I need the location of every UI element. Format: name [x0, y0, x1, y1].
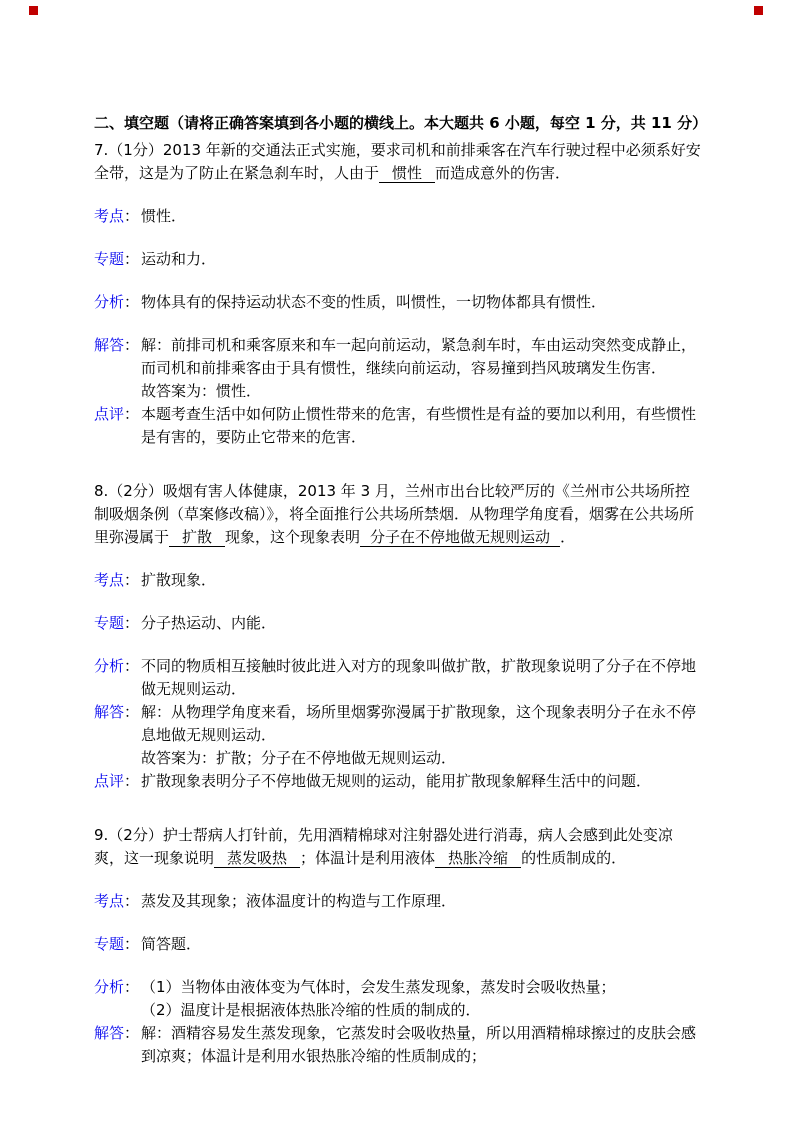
- section-heading: 二、填空题（请将正确答案填到各小题的横线上。本大题共 6 小题，每空 1 分，共 11 分）: [94, 114, 708, 132]
- label-colon: ：: [124, 1024, 140, 1042]
- block-label: 考点: [94, 571, 125, 589]
- block-line: 故答案为：扩散；分子在不停地做无规则运动．: [141, 749, 457, 767]
- block-line: 解：从物理学角度来看，场所里烟雾弥漫属于扩散现象，这个现象表明分子在永不停息地做无规则运动．: [141, 703, 697, 744]
- question-9-part: 的性质制成的．: [521, 849, 627, 867]
- label-colon: ：: [124, 978, 140, 996]
- block-label: 分析: [94, 978, 125, 996]
- blank-answer: 惯性: [379, 164, 435, 183]
- block-label: 考点: [94, 207, 125, 225]
- blank-answer: 蒸发吸热: [214, 849, 300, 868]
- exam-point-row: [94, 205, 702, 228]
- page-corner-marker-right: [754, 6, 763, 15]
- answer-row: [94, 1022, 702, 1068]
- block-label: 专题: [94, 935, 125, 953]
- block-line: 扩散现象表明分子不停地做无规则的运动，能用扩散现象解释生活中的问题．: [141, 772, 652, 790]
- block-label: 考点: [94, 892, 125, 910]
- block-line: （1）当物体由液体变为气体时，会发生蒸发现象，蒸发时会吸收热量；: [141, 978, 616, 996]
- block-line: 不同的物质相互接触时彼此进入对方的现象叫做扩散，扩散现象说明了分子在不停地做无规则运动．: [141, 657, 697, 698]
- block-line: 简答题．: [141, 935, 202, 953]
- question-9-part: ；体温计是利用液体: [300, 849, 436, 867]
- block-line: 扩散现象．: [141, 571, 217, 589]
- block-line: 本题考查生活中如何防止惯性带来的危害，有些惯性是有益的要加以利用，有些惯性是有害的，要防止它带来的危害．: [141, 405, 697, 446]
- comment-row: [94, 770, 702, 793]
- label-colon: ：: [124, 336, 140, 354]
- exam-point-row: [94, 890, 702, 913]
- exam-point-row: [94, 569, 702, 592]
- label-colon: ：: [124, 657, 140, 675]
- question-9-part: 9.（2分）护士帮病人打针前，先用酒精棉球对注射器处进行消毒，病人会感到此处变凉爽，这一现象说明: [94, 826, 673, 867]
- question-8-text: [94, 480, 702, 549]
- blank-answer: 分子在不停地做无规则运动: [360, 528, 560, 547]
- block-label: 解答: [94, 336, 125, 354]
- blank-answer: 扩散: [169, 528, 225, 547]
- label-colon: ：: [124, 935, 140, 953]
- block-line: 解：酒精容易发生蒸发现象，它蒸发时会吸收热量，所以用酒精棉球擦过的皮肤会感到凉爽；体温计是利用水银热胀冷缩的性质制成的；: [141, 1024, 697, 1065]
- block-line: （2）温度计是根据液体热胀冷缩的性质的制成的．: [141, 1001, 481, 1019]
- topic-row: [94, 248, 702, 271]
- analysis-row: [94, 655, 702, 701]
- block-line: 惯性．: [141, 207, 187, 225]
- question-8-part: 8.（2分）吸烟有害人体健康，2013 年 3 月，兰州市出台比较严厉的《兰州市公共场所控制吸烟条例（草案修改稿）》，将全面推行公共场所禁烟．从物理学角度看，烟雾在公共场所里弥漫属于: [94, 482, 695, 546]
- answer-row: [94, 334, 702, 403]
- block-label: 分析: [94, 657, 125, 675]
- block-label: 专题: [94, 250, 125, 268]
- block-label: 解答: [94, 703, 125, 721]
- label-colon: ：: [124, 207, 140, 225]
- question-7-part: 而造成意外的伤害．: [435, 164, 571, 182]
- label-colon: ：: [124, 614, 140, 632]
- label-colon: ：: [124, 293, 140, 311]
- block-label: 点评: [94, 772, 125, 790]
- question-9-text: [94, 824, 702, 870]
- block-label: 解答: [94, 1024, 125, 1042]
- block-line: 故答案为：惯性．: [141, 382, 262, 400]
- analysis-row: [94, 291, 702, 314]
- label-colon: ：: [124, 405, 140, 423]
- block-line: 解：前排司机和乘客原来和车一起向前运动，紧急刹车时，车由运动突然变成静止，而司机和前排乘客由于具有惯性，继续向前运动，容易撞到挡风玻璃发生伤害．: [141, 336, 697, 377]
- block-line: 运动和力．: [141, 250, 217, 268]
- block-label: 专题: [94, 614, 125, 632]
- topic-row: [94, 612, 702, 635]
- answer-row: [94, 701, 702, 770]
- label-colon: ：: [124, 571, 140, 589]
- comment-row: [94, 403, 702, 449]
- label-colon: ：: [124, 892, 140, 910]
- block-line: 物体具有的保持运动状态不变的性质，叫惯性，一切物体都具有惯性．: [141, 293, 607, 311]
- label-colon: ：: [124, 250, 140, 268]
- block-line: 蒸发及其现象；液体温度计的构造与工作原理．: [141, 892, 457, 910]
- block-line: 分子热运动、内能．: [141, 614, 277, 632]
- topic-row: [94, 933, 702, 956]
- page-corner-marker-left: [29, 6, 38, 15]
- analysis-row: [94, 976, 702, 1022]
- question-8-part: ．: [560, 528, 576, 546]
- question-7-text: [94, 139, 702, 185]
- block-label: 点评: [94, 405, 125, 423]
- label-colon: ：: [124, 772, 140, 790]
- block-label: 分析: [94, 293, 125, 311]
- label-colon: ：: [124, 703, 140, 721]
- question-7-part: 7.（1分）2013 年新的交通法正式实施，要求司机和前排乘客在汽车行驶过程中必须系好安全带，这是为了防止在紧急刹车时，人由于: [94, 141, 701, 182]
- question-8-part: 现象，这个现象表明: [225, 528, 361, 546]
- blank-answer: 热胀冷缩: [435, 849, 521, 868]
